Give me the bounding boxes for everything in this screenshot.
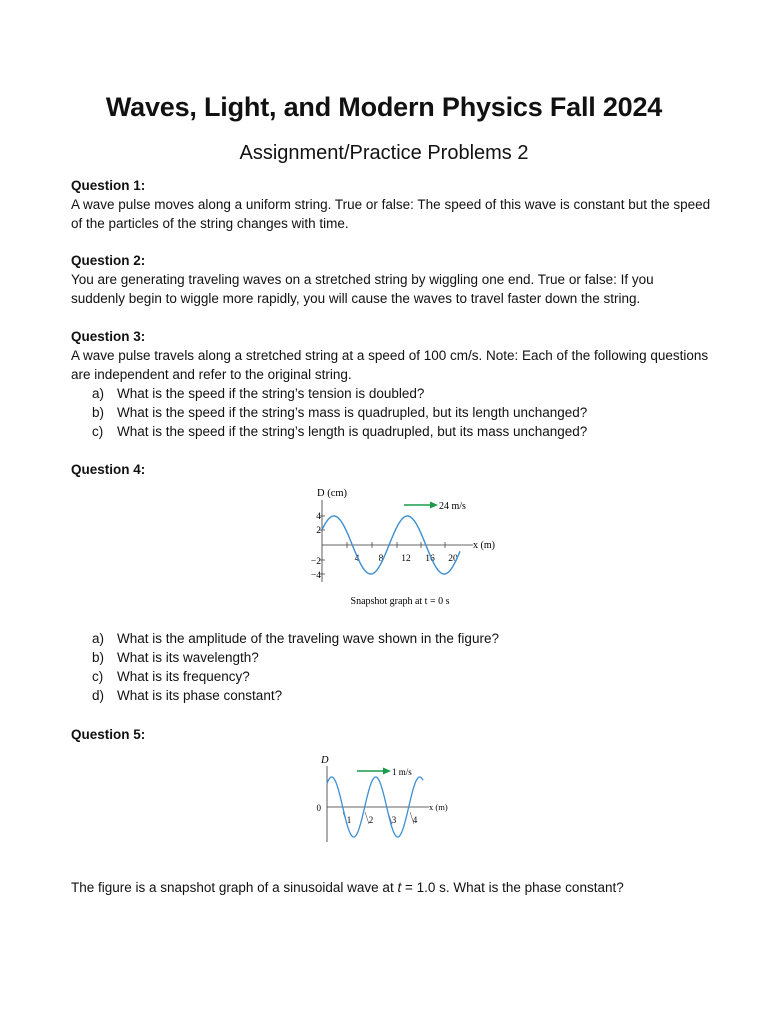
q4-x-tick-12: 12 xyxy=(401,554,411,564)
q5-x-axis-label: x (m) xyxy=(429,802,448,812)
q4-caption: Snapshot graph at t = 0 s xyxy=(350,596,450,607)
question-2-heading: Question 2: xyxy=(71,253,146,268)
question-4-item-d: d) What is its phase constant? xyxy=(92,688,283,703)
question-5-heading: Question 5: xyxy=(71,727,146,742)
question-3-item-a: a) What is the speed if the string’s tension is doubled? xyxy=(92,386,425,401)
q5-velocity-arrow-head xyxy=(383,768,391,775)
question-3-item-c: c) What is the speed if the string’s length is quadrupled, but its mass unchanged? xyxy=(92,424,588,439)
q4-x-tick-20: 20 xyxy=(448,554,458,564)
q4-x-tick-8: 8 xyxy=(378,554,384,564)
question-2 xyxy=(71,251,711,308)
q4-x-tick-4: 4 xyxy=(354,554,360,564)
q5-x-tick-1: 1 xyxy=(346,815,352,825)
question-1-text: A wave pulse moves along a uniform string. True or false: The speed of this wave is constant but the speed of the particles of the string changes with time. xyxy=(71,197,711,231)
question-5-text-part: = 1.0 s. What is the phase constant? xyxy=(401,880,624,895)
question-3-text: A wave pulse travels along a stretched string at a speed of 100 cm/s. Note: Each of the following questions are independent and refer to the original string. xyxy=(71,348,709,382)
question-3-subparts xyxy=(71,384,711,441)
q4-y-tick-4: 4 xyxy=(316,512,321,522)
page-title: Waves, Light, and Modern Physics Fall 2024 xyxy=(105,92,663,122)
question-4-heading: Question 4: xyxy=(71,462,146,477)
question-4-item-c: c) What is its frequency? xyxy=(92,669,250,684)
question-5-figure xyxy=(305,750,465,850)
question-3-heading: Question 3: xyxy=(71,329,146,344)
q4-y-tick-2: 2 xyxy=(316,526,321,536)
question-4-item-b: b) What is its wavelength? xyxy=(92,650,259,665)
question-5-text-variable: t xyxy=(397,880,402,895)
question-3 xyxy=(71,327,711,441)
question-5-text-part: The figure is a snapshot graph of a sinusoidal wave at xyxy=(71,880,398,895)
q5-velocity-label: 1 m/s xyxy=(392,767,412,777)
q4-y-tick-neg4: −4 xyxy=(310,571,321,581)
question-2-text: You are generating traveling waves on a stretched string by wiggling one end. True or false: If you suddenly begin to wiggle more rapidly, you will cause the waves to travel faster down the string. xyxy=(71,272,654,306)
q5-origin-label: 0 xyxy=(316,803,321,813)
q4-y-tick-neg2: −2 xyxy=(310,557,321,567)
question-4-subparts xyxy=(71,629,711,705)
question-4-items xyxy=(71,629,711,705)
q5-x-tick-2: 2 xyxy=(368,815,374,825)
question-1 xyxy=(71,176,711,233)
question-4-figure xyxy=(300,482,500,612)
question-5 xyxy=(71,725,711,744)
question-4-item-a: a) What is the amplitude of the traveling wave shown in the figure? xyxy=(92,631,499,646)
q4-x-tick-16: 16 xyxy=(425,554,435,564)
question-4 xyxy=(71,460,711,479)
question-1-heading: Question 1: xyxy=(71,178,146,193)
q4-velocity-arrow-head xyxy=(430,502,438,509)
q5-x-tick-3: 3 xyxy=(391,815,397,825)
q4-y-axis-label: D (cm) xyxy=(317,488,348,499)
question-5-text xyxy=(71,878,711,897)
page-subtitle: Assignment/Practice Problems 2 xyxy=(239,142,529,164)
q5-y-axis-label: D xyxy=(321,755,329,766)
question-3-item-b: b) What is the speed if the string’s mass is quadrupled, but its length unchanged? xyxy=(92,405,588,420)
q4-velocity-label: 24 m/s xyxy=(439,501,466,512)
q4-x-axis-label: x (m) xyxy=(473,540,495,551)
q5-x-tick-4: 4 xyxy=(412,815,418,825)
